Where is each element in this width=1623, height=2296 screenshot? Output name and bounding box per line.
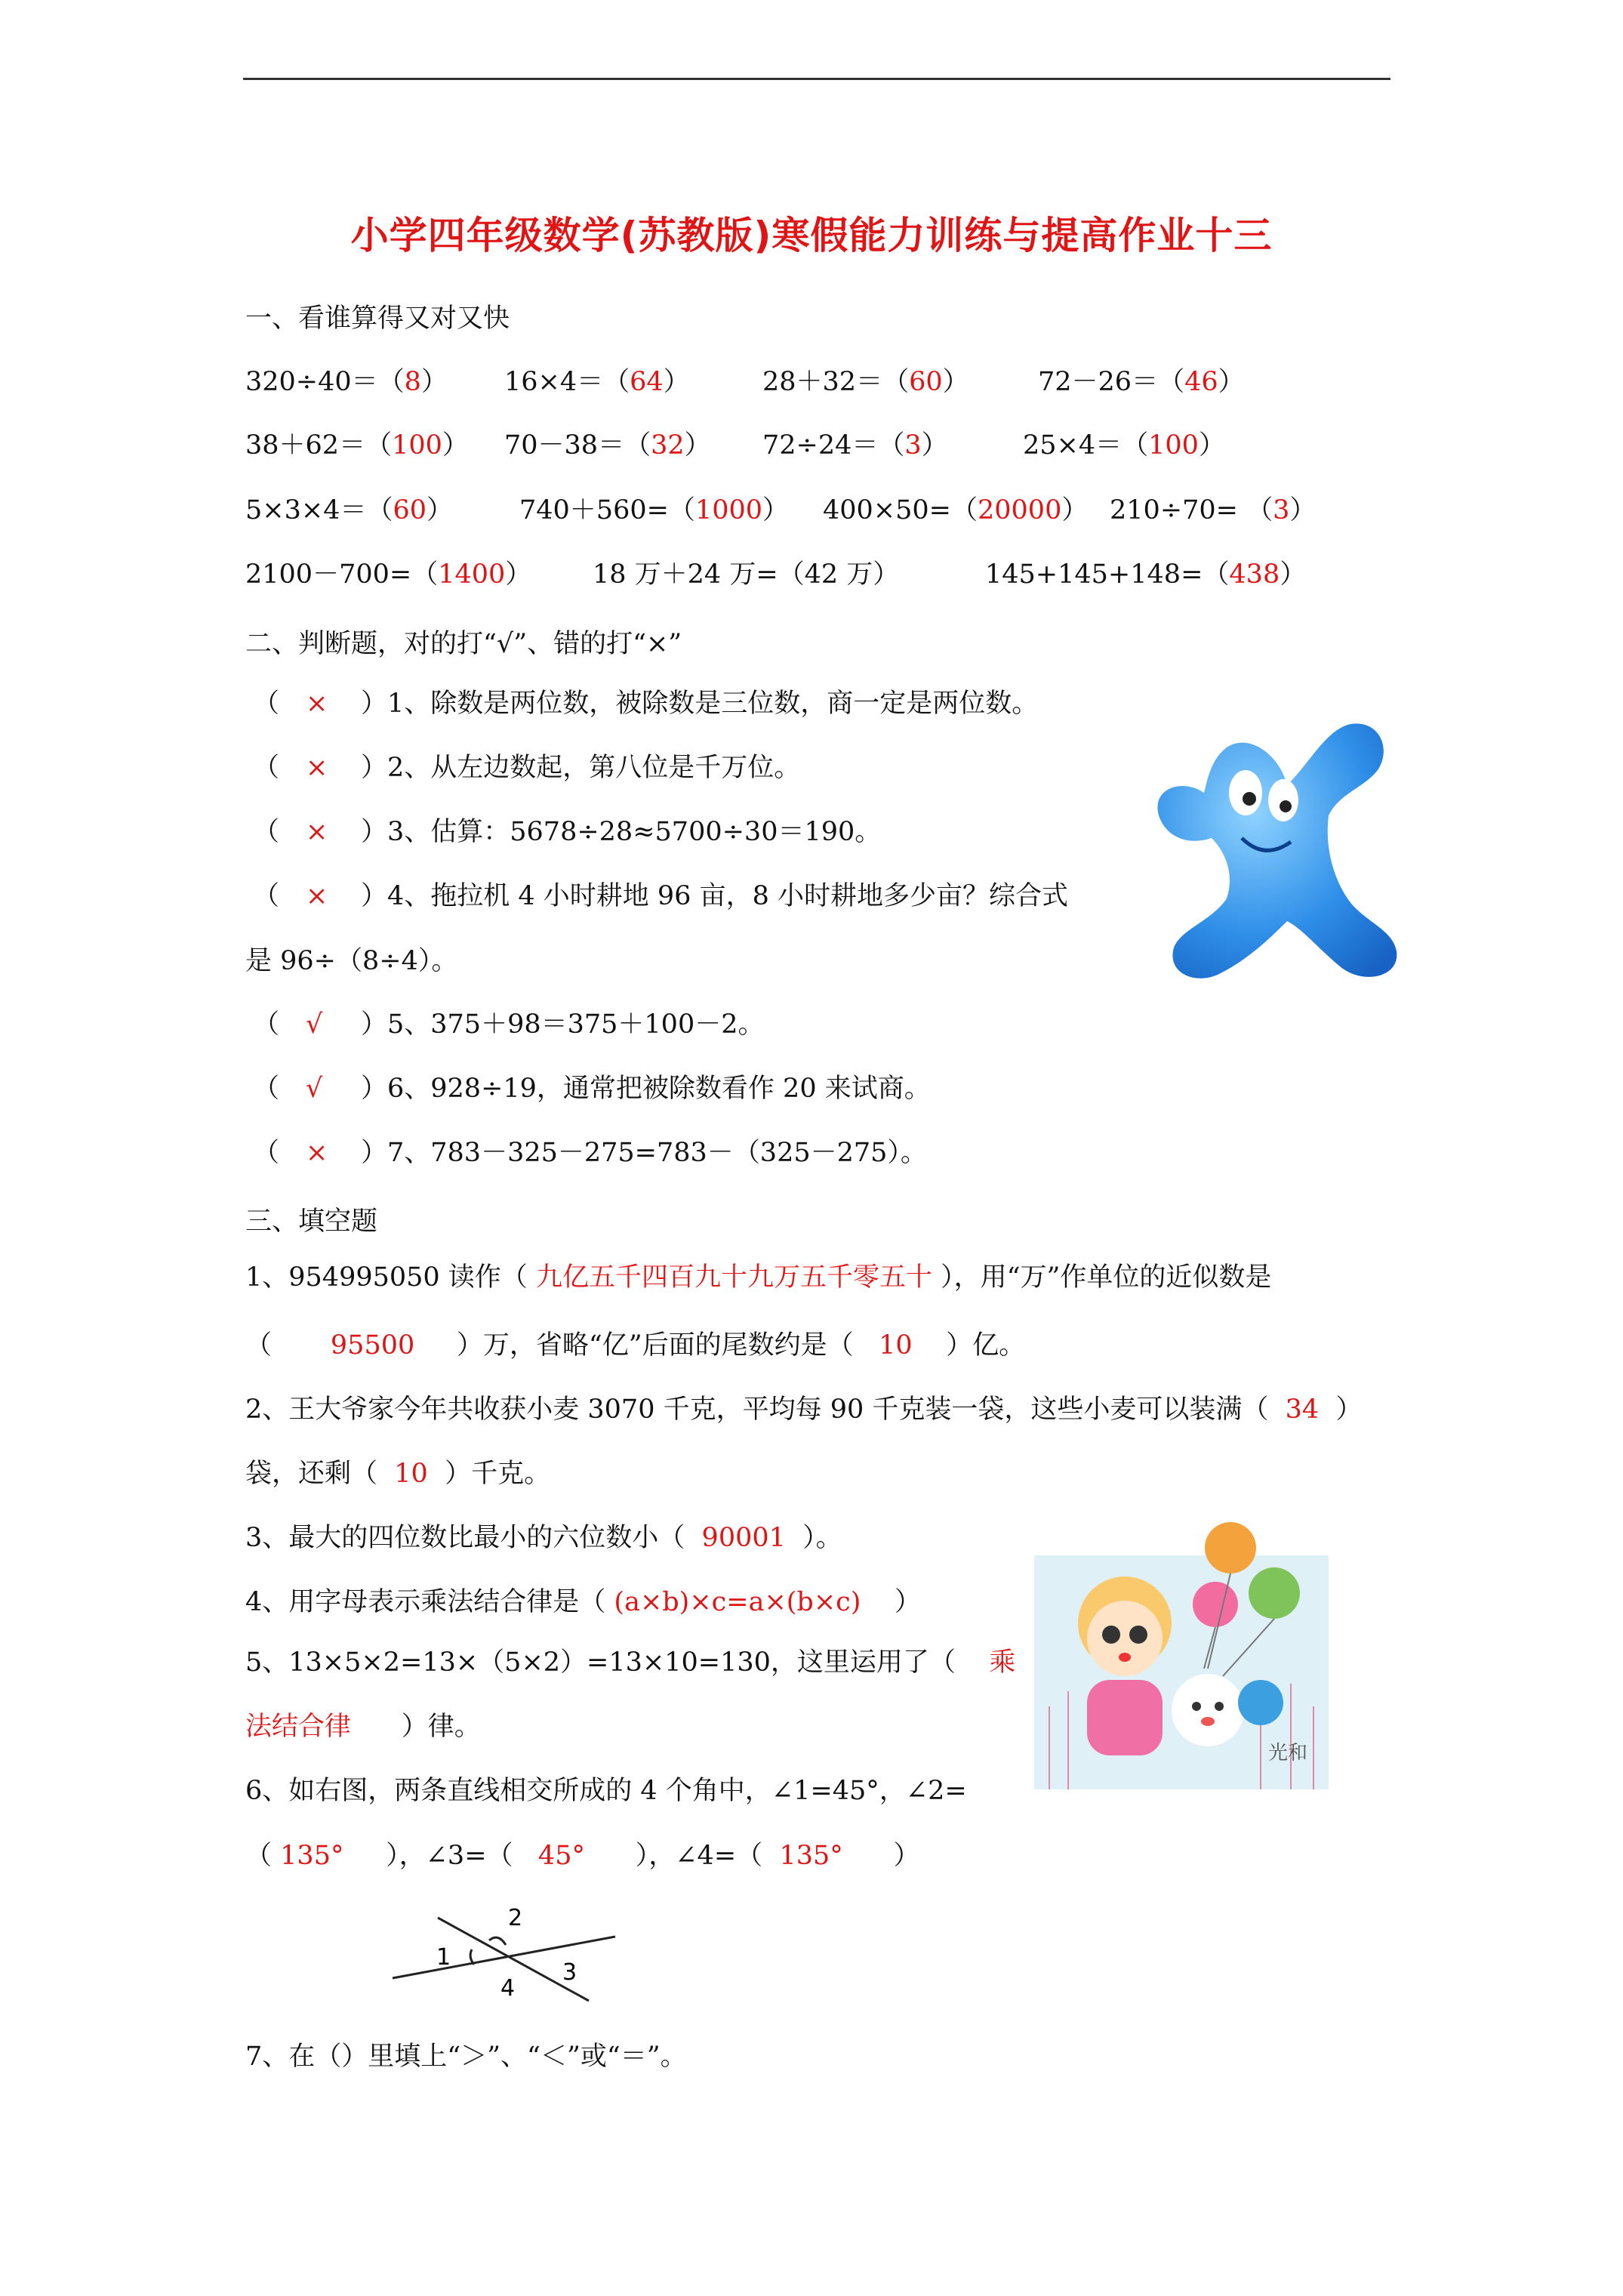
angle-arc-1: [470, 1949, 474, 1965]
judge-open-paren: （: [253, 1009, 280, 1040]
calc-question: 740＋560=（: [519, 495, 695, 525]
calc-answer: 60: [909, 367, 943, 397]
calc-question: 70－38＝（: [504, 430, 651, 461]
calc-question: 320÷40＝（: [245, 367, 405, 397]
q2-answer-remain: 10: [394, 1459, 428, 1489]
q4-text-a: 4、用字母表示乘法结合律是（: [245, 1587, 606, 1617]
q2-text-b: ）: [1335, 1395, 1363, 1425]
q6-paren4: ）: [893, 1841, 920, 1871]
judge-answer-mark: √: [306, 1009, 323, 1040]
section1-heading: 一、看谁算得又对又快: [245, 304, 510, 334]
calc-answer: 64: [630, 367, 664, 397]
calc-item: [519, 489, 789, 527]
calc-question: 145+145+148=（: [985, 559, 1230, 590]
q1-answer-yi: 10: [879, 1330, 913, 1361]
q2-answer-bags: 34: [1285, 1395, 1320, 1425]
calc-question: 28＋32＝（: [762, 367, 910, 397]
q4-text-b: ）: [894, 1587, 921, 1617]
calc-close: ）: [921, 430, 948, 461]
calc-item: [1110, 489, 1316, 527]
fill-q6-line2: [245, 1839, 920, 1872]
fill-q1-line2: [245, 1329, 1025, 1362]
calc-item: [823, 489, 1088, 527]
angle-arc-2: [489, 1937, 506, 1945]
calc-answer: 3: [1273, 495, 1290, 525]
calc-answer: 60: [393, 495, 427, 525]
calc-answer: 3: [904, 430, 922, 461]
calc-item: [593, 553, 899, 591]
calc-close: ）: [420, 367, 448, 397]
q1-answer-reading: 九亿五千四百九十九万五千零五十: [535, 1262, 932, 1293]
fill-q3: [245, 1521, 842, 1555]
intersecting-lines-diagram: [385, 1895, 634, 2008]
calc-question: 5×3×4＝（: [245, 495, 393, 525]
angle-label-3: 3: [562, 1959, 577, 1986]
q6-paren1: （: [245, 1841, 273, 1871]
calc-question: 72－26＝（: [1038, 367, 1185, 397]
q2-text-c: 袋，还剩（: [245, 1459, 378, 1489]
calc-answer: 46: [1184, 367, 1218, 397]
page-title: 小学四年级数学(苏教版)寒假能力训练与提高作业十三: [350, 214, 1273, 257]
judge-statement: ）7、783－325－275=783－（325－275）。: [361, 1138, 927, 1168]
q5-answer-part1: 乘: [989, 1647, 1016, 1678]
judge-open-paren: （: [253, 1138, 280, 1168]
judge-open-paren: （: [253, 881, 280, 911]
fill-q7: 7、在（）里填上“＞”、“＜”或“＝”。: [245, 2042, 687, 2072]
q5-text-b: ）律。: [401, 1712, 481, 1742]
judge-statement: ）1、除数是两位数，被除数是三位数，商一定是两位数。: [361, 689, 1039, 719]
calc-answer: 32: [651, 430, 685, 461]
calc-answer: 438: [1229, 559, 1280, 590]
calc-question: 72÷24＝（: [762, 430, 905, 461]
judge-open-paren: （: [253, 817, 280, 847]
calc-question: 38＋62＝（: [245, 430, 393, 461]
judge-item4-continuation: 是 96÷（8÷4）。: [245, 946, 458, 976]
judge-answer-mark: ×: [306, 817, 328, 847]
judge-statement: ）3、估算：5678÷28≈5700÷30＝190。: [361, 817, 882, 847]
calc-answer: 100: [392, 430, 442, 461]
judge-answer-mark: ×: [306, 753, 328, 783]
calc-answer: 8: [404, 367, 421, 397]
judge-answer-mark: ×: [306, 1138, 328, 1168]
judge-answer-mark: ×: [306, 689, 328, 719]
calc-answer: 1000: [694, 495, 763, 525]
calc-close: ）: [942, 367, 969, 397]
calc-question: 16×4＝（: [504, 367, 630, 397]
clipart-text: 光和: [1268, 1742, 1308, 1764]
fill-q4: [245, 1586, 921, 1619]
calc-question: 25×4＝（: [1023, 430, 1149, 461]
q3-text-b: ）。: [802, 1523, 842, 1553]
fill-q2-line2: [245, 1457, 550, 1490]
q1-text-d: ）万，省略“亿”后面的尾数约是（: [456, 1330, 854, 1361]
calc-answer: 100: [1148, 430, 1199, 461]
calc-question: 18 万＋24 万=（42 万）: [593, 559, 900, 590]
header-rule: [243, 78, 1390, 80]
q6-answer-angle2: 135°: [280, 1841, 344, 1871]
fill-q2-line1: [245, 1393, 1362, 1426]
mascot-clipart: [1136, 717, 1408, 997]
q3-answer: 90001: [701, 1523, 786, 1553]
q3-text-a: 3、最大的四位数比最小的六位数小（: [245, 1523, 685, 1553]
calc-close: ）: [505, 559, 532, 590]
q1-text-c: （: [245, 1330, 273, 1361]
calc-close: ）: [427, 495, 454, 525]
q1-text-e: ）亿。: [946, 1330, 1026, 1361]
judge-open-paren: （: [253, 753, 280, 783]
calc-item: [504, 361, 690, 399]
q5-answer-part2: 法结合律: [245, 1712, 352, 1742]
calc-item: [1023, 424, 1225, 462]
judge-statement: ）6、928÷19，通常把被除数看作 20 来试商。: [361, 1074, 931, 1104]
q6-answer-angle4: 135°: [779, 1841, 843, 1871]
calc-item: [245, 361, 448, 399]
calc-close: ）: [1061, 495, 1089, 525]
angle-label-2: 2: [508, 1905, 523, 1931]
q5-text-a: 5、13×5×2=13×（5×2）=13×10=130，这里运用了（: [245, 1647, 956, 1678]
girl-balloons-clipart: [1034, 1518, 1329, 1789]
calc-question: 2100－700=（: [245, 559, 439, 590]
q1-text-b: ），用“万”作单位的近似数是: [941, 1262, 1272, 1293]
judge-statement: ）4、拖拉机 4 小时耕地 96 亩，8 小时耕地多少亩？综合式: [361, 881, 1068, 911]
q2-text-a: 2、王大爷家今年共收获小麦 3070 千克，平均每 90 千克装一袋，这些小麦可以装满（: [245, 1395, 1269, 1425]
angle-label-4: 4: [500, 1975, 516, 2002]
judge-open-paren: （: [253, 1074, 280, 1104]
calc-close: ）: [1218, 367, 1245, 397]
q1-answer-wan: 95500: [330, 1330, 415, 1361]
fill-q5-line1: [245, 1646, 1015, 1679]
calc-answer: 1400: [438, 559, 506, 590]
q2-text-d: ）千克。: [445, 1459, 551, 1489]
q4-answer: (a×b)×c=a×(b×c): [614, 1587, 861, 1617]
judge-statement: ）5、375＋98＝375＋100－2。: [361, 1009, 765, 1040]
calc-question: 400×50=（: [823, 495, 978, 525]
calc-item: [1038, 361, 1245, 399]
fill-q5-line2: [245, 1710, 481, 1743]
calc-item: [245, 489, 453, 527]
section3-heading: 三、填空题: [245, 1207, 378, 1237]
calc-item: [762, 361, 969, 399]
calc-item: [762, 424, 948, 462]
calc-close: ）: [1289, 495, 1317, 525]
fill-q6-line1: 6、如右图，两条直线相交所成的 4 个角中，∠1=45°，∠2=: [245, 1776, 967, 1806]
calc-item: [245, 553, 531, 591]
calc-close: ）: [663, 367, 690, 397]
calc-question: 210÷70= （: [1110, 495, 1273, 525]
judge-open-paren: （: [253, 689, 280, 719]
q6-paren3: ），∠4=（: [635, 1841, 763, 1871]
calc-item: [504, 424, 711, 462]
calc-answer: 20000: [978, 495, 1062, 525]
calc-close: ）: [442, 430, 469, 461]
q6-paren2: ），∠3=（: [386, 1841, 513, 1871]
calc-close: ）: [1280, 559, 1307, 590]
judge-statement: ）2、从左边数起，第八位是千万位。: [361, 753, 801, 783]
fill-q1-line1: [245, 1261, 1271, 1294]
angle-label-1: 1: [436, 1944, 451, 1971]
judge-answer-mark: √: [306, 1074, 323, 1104]
judge-answer-mark: ×: [306, 881, 328, 911]
q6-answer-angle3: 45°: [537, 1841, 585, 1871]
section2-heading: 二、判断题，对的打“√”、错的打“×”: [245, 629, 682, 659]
calc-close: ）: [1198, 430, 1225, 461]
q1-text-a: 1、954995050 读作（: [245, 1262, 528, 1293]
calc-close: ）: [684, 430, 711, 461]
calc-item: [245, 424, 469, 462]
calc-item: [985, 553, 1306, 591]
calc-close: ）: [762, 495, 790, 525]
